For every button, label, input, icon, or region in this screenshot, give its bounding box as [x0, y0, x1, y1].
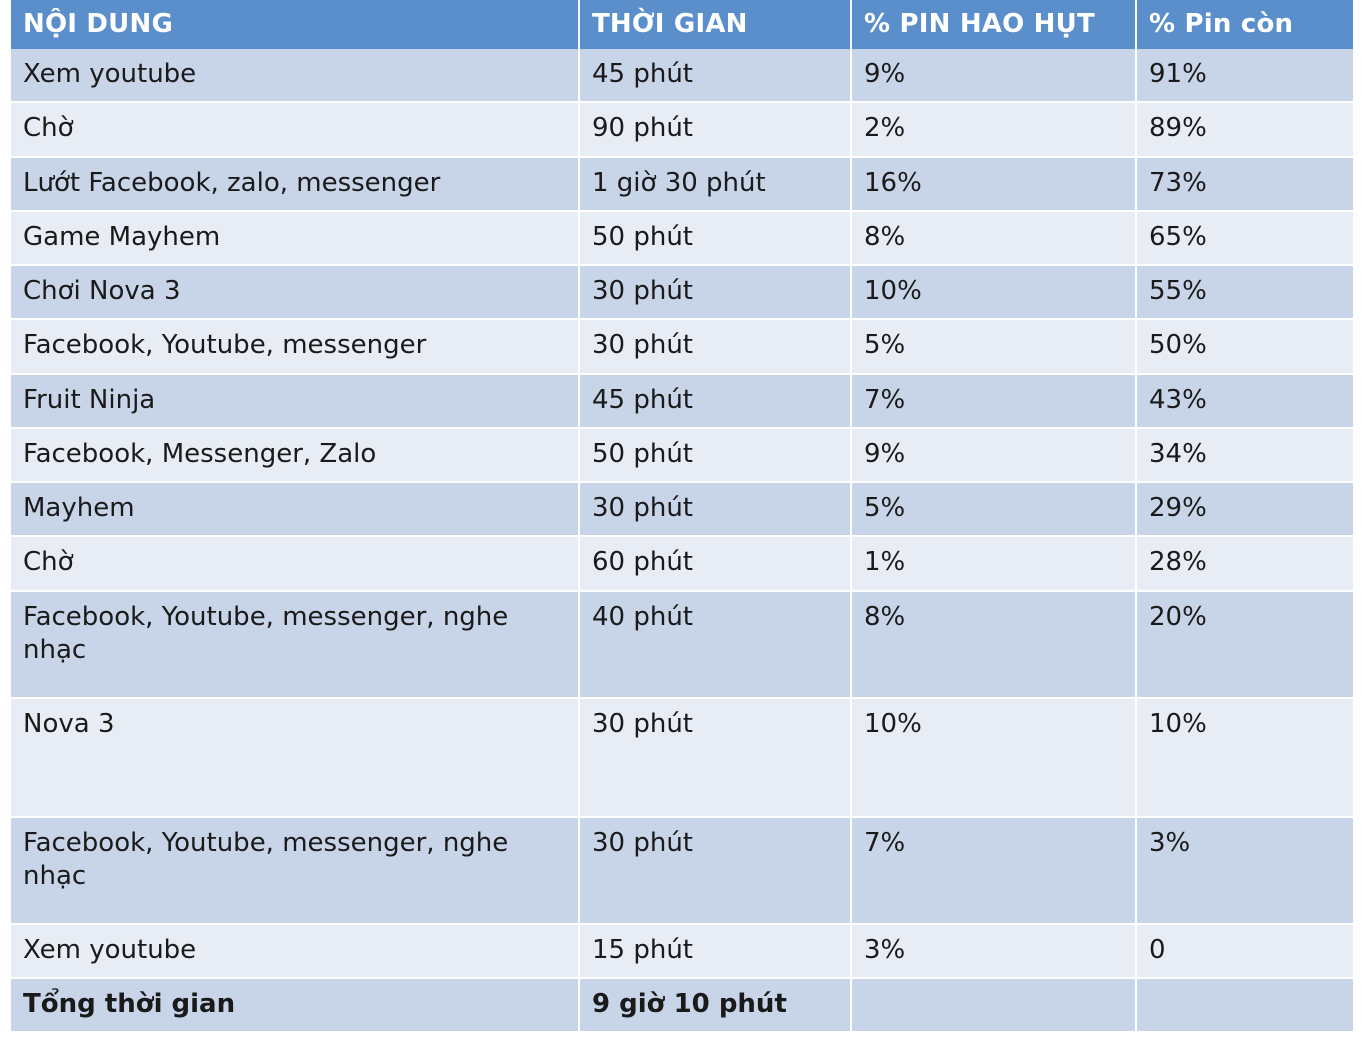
cell-battery-loss: 5%: [851, 482, 1136, 536]
cell-battery-loss: 3%: [851, 924, 1136, 978]
cell-time: 30 phút: [579, 817, 851, 924]
cell-time: 30 phút: [579, 319, 851, 373]
table-row: [11, 157, 1353, 211]
cell-total-label: Tổng thời gian: [11, 978, 579, 1032]
table-row: [11, 428, 1353, 482]
table-header: [11, 0, 1353, 49]
cell-battery-remaining: 65%: [1136, 211, 1353, 265]
cell-battery-remaining: 50%: [1136, 319, 1353, 373]
cell-battery-remaining: 89%: [1136, 102, 1353, 156]
column-header-battery-remaining: % Pin còn: [1136, 0, 1353, 49]
cell-battery-remaining: 10%: [1136, 698, 1353, 817]
cell-content: Xem youtube: [11, 924, 579, 978]
table-row: [11, 211, 1353, 265]
table-row: [11, 49, 1353, 102]
cell-total-battery-loss: [851, 978, 1136, 1032]
cell-battery-loss: 10%: [851, 265, 1136, 319]
cell-time: 50 phút: [579, 428, 851, 482]
table-row: [11, 698, 1353, 817]
cell-content: Facebook, Youtube, messenger, nghe nhạc: [11, 817, 579, 924]
cell-battery-remaining: 29%: [1136, 482, 1353, 536]
cell-time: 1 giờ 30 phút: [579, 157, 851, 211]
cell-time: 45 phút: [579, 374, 851, 428]
cell-time: 40 phút: [579, 591, 851, 698]
cell-content: Facebook, Youtube, messenger, nghe nhạc: [11, 591, 579, 698]
cell-time: 30 phút: [579, 265, 851, 319]
cell-content: Facebook, Youtube, messenger: [11, 319, 579, 373]
table-body: [11, 49, 1353, 1032]
cell-total-battery-remaining: [1136, 978, 1353, 1032]
cell-battery-remaining: 28%: [1136, 536, 1353, 590]
cell-battery-loss: 2%: [851, 102, 1136, 156]
cell-battery-remaining: 3%: [1136, 817, 1353, 924]
table-row: [11, 536, 1353, 590]
cell-time: 45 phút: [579, 49, 851, 102]
table-row: [11, 102, 1353, 156]
cell-battery-loss: 9%: [851, 428, 1136, 482]
column-header-battery-loss: % PIN HAO HỤT: [851, 0, 1136, 49]
column-header-time: THỜI GIAN: [579, 0, 851, 49]
cell-battery-remaining: 43%: [1136, 374, 1353, 428]
table-row: [11, 924, 1353, 978]
cell-battery-loss: 7%: [851, 817, 1136, 924]
cell-battery-remaining: 34%: [1136, 428, 1353, 482]
table-header-row: [11, 0, 1353, 49]
cell-battery-remaining: 91%: [1136, 49, 1353, 102]
cell-battery-loss: 5%: [851, 319, 1136, 373]
cell-content: Facebook, Messenger, Zalo: [11, 428, 579, 482]
cell-content: Xem youtube: [11, 49, 579, 102]
table-row: [11, 817, 1353, 924]
cell-content: Nova 3: [11, 698, 579, 817]
cell-battery-loss: 1%: [851, 536, 1136, 590]
cell-battery-remaining: 73%: [1136, 157, 1353, 211]
cell-content: Chơi Nova 3: [11, 265, 579, 319]
table-total-row: [11, 978, 1353, 1032]
cell-battery-remaining: 20%: [1136, 591, 1353, 698]
cell-content: Chờ: [11, 536, 579, 590]
cell-battery-loss: 8%: [851, 211, 1136, 265]
cell-battery-remaining: 55%: [1136, 265, 1353, 319]
table-row: [11, 591, 1353, 698]
cell-content: Lướt Facebook, zalo, messenger: [11, 157, 579, 211]
cell-battery-remaining: 0: [1136, 924, 1353, 978]
cell-time: 90 phút: [579, 102, 851, 156]
table-row: [11, 265, 1353, 319]
cell-battery-loss: 7%: [851, 374, 1136, 428]
table-row: [11, 319, 1353, 373]
cell-battery-loss: 9%: [851, 49, 1136, 102]
cell-total-time: 9 giờ 10 phút: [579, 978, 851, 1032]
cell-content: Chờ: [11, 102, 579, 156]
cell-content: Game Mayhem: [11, 211, 579, 265]
cell-time: 30 phút: [579, 482, 851, 536]
cell-time: 15 phút: [579, 924, 851, 978]
cell-time: 60 phút: [579, 536, 851, 590]
cell-battery-loss: 10%: [851, 698, 1136, 817]
cell-time: 50 phút: [579, 211, 851, 265]
battery-usage-table: [11, 0, 1353, 1033]
column-header-content: NỘI DUNG: [11, 0, 579, 49]
cell-battery-loss: 16%: [851, 157, 1136, 211]
table-row: [11, 482, 1353, 536]
cell-time: 30 phút: [579, 698, 851, 817]
cell-content: Mayhem: [11, 482, 579, 536]
cell-content: Fruit Ninja: [11, 374, 579, 428]
table-row: [11, 374, 1353, 428]
cell-battery-loss: 8%: [851, 591, 1136, 698]
